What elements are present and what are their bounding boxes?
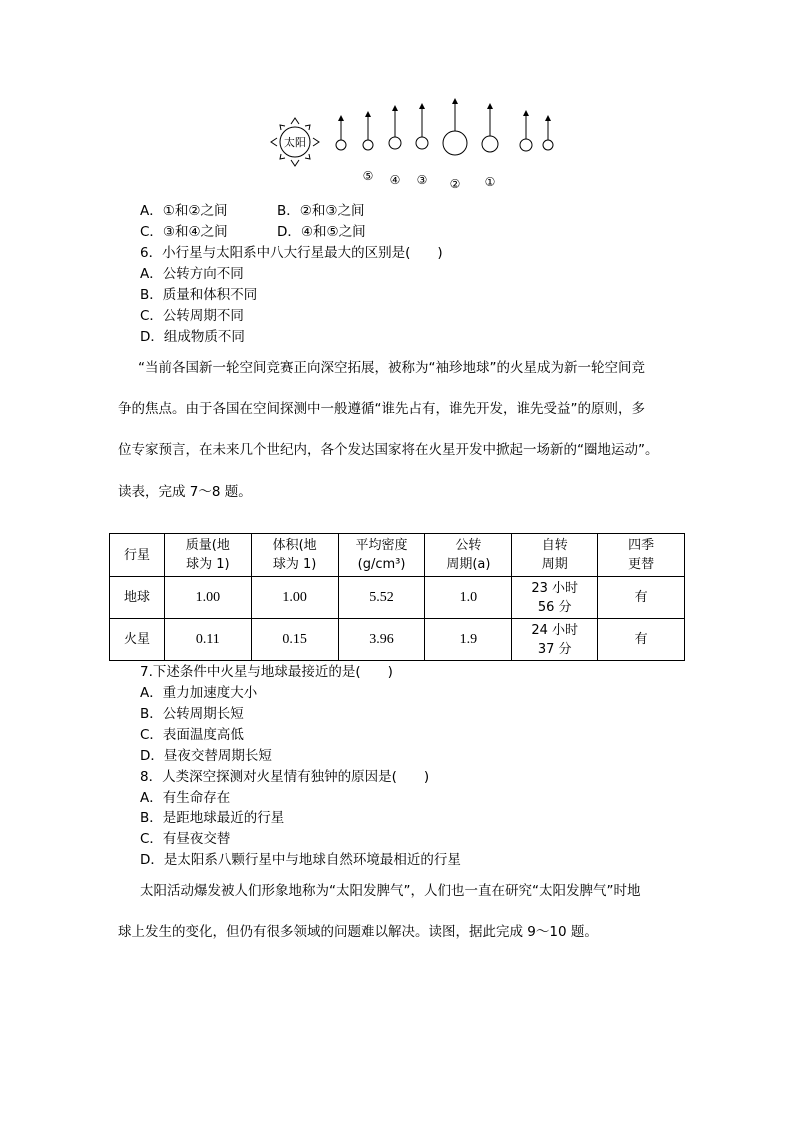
sun-label: 太阳: [284, 136, 306, 149]
q5-option-c: C．③和④之间: [140, 224, 228, 240]
passage1-line-4: 读表，完成 7～8 题。: [118, 484, 252, 500]
cell-seasons: 有: [598, 577, 685, 619]
q7-option-c: C．表面温度高低: [140, 727, 244, 743]
cell-orbit-period: 1.0: [425, 577, 512, 619]
q6-option-b: B．质量和体积不同: [140, 287, 258, 303]
planet-uranus: [520, 113, 532, 151]
q6-option-a: A．公转方向不同: [140, 266, 244, 282]
planet-neptune: [543, 118, 553, 150]
marker-3: ③: [416, 173, 428, 187]
planet-earth: [389, 108, 401, 149]
cell-seasons: 有: [598, 619, 685, 661]
q7-option-a: A．重力加速度大小: [140, 685, 258, 701]
planet-venus: [363, 114, 373, 150]
planet-comparison-table: [109, 533, 685, 661]
header-planet: 行星: [110, 534, 165, 577]
q7-option-b: B．公转周期长短: [140, 706, 244, 722]
cell-orbit-period: 1.9: [425, 619, 512, 661]
table-row: [110, 577, 685, 619]
passage1-line-3: 位专家预言，在未来几个世纪内，各个发达国家将在火星开发中掀起一场新的“圈地运动”。: [118, 442, 659, 458]
cell-rotation-period: 24 小时 37 分: [512, 619, 598, 661]
passage1-line-1: “当前各国新一轮空间竞赛正向深空拓展，被称为“袖珍地球”的火星成为新一轮空间竞: [138, 360, 645, 376]
marker-1: ①: [484, 175, 496, 189]
solar-system-diagram: [265, 96, 565, 196]
q6-stem: 6．小行星与太阳系中八大行星最大的区别是( ): [140, 245, 443, 261]
cell-density: 3.96: [338, 619, 425, 661]
q8-option-d: D．是太阳系八颗行星中与地球自然环境最相近的行星: [140, 852, 461, 868]
header-seasons: 四季 更替: [598, 534, 685, 577]
cell-planet: 火星: [110, 619, 165, 661]
q5-option-a: A．①和②之间: [140, 203, 228, 219]
marker-5: ⑤: [362, 169, 374, 183]
q7-stem: 7.下述条件中火星与地球最接近的是( ): [140, 664, 393, 680]
passage2-line-1: 太阳活动爆发被人们形象地称为“太阳发脾气”，人们也一直在研究“太阳发脾气”时地: [140, 883, 641, 899]
planet-jupiter: [443, 101, 467, 155]
passage2-line-2: 球上发生的变化，但仍有很多领域的问题难以解决。读图，据此完成 9～10 题。: [118, 924, 598, 940]
passage1-line-2: 争的焦点。由于各国在空间探测中一般遵循“谁先占有，谁先开发，谁先受益”的原则，多: [118, 401, 645, 417]
q6-option-c: C．公转周期不同: [140, 308, 244, 324]
cell-density: 5.52: [338, 577, 425, 619]
sun-icon: [271, 118, 319, 166]
cell-planet: 地球: [110, 577, 165, 619]
q8-option-a: A．有生命存在: [140, 790, 231, 806]
header-density: 平均密度 (g/cm³): [338, 534, 425, 577]
cell-volume: 0.15: [251, 619, 338, 661]
q7-option-d: D．昼夜交替周期长短: [140, 748, 272, 764]
header-orbit-period: 公转 周期(a): [425, 534, 512, 577]
header-mass: 质量(地 球为 1): [164, 534, 251, 577]
planet-mercury: [336, 118, 346, 150]
q5-option-d: D．④和⑤之间: [277, 224, 366, 240]
cell-mass: 0.11: [164, 619, 251, 661]
cell-volume: 1.00: [251, 577, 338, 619]
header-rotation-period: 自转 周期: [512, 534, 598, 577]
header-volume: 体积(地 球为 1): [251, 534, 338, 577]
table-header-row: [110, 534, 685, 577]
marker-4: ④: [389, 173, 401, 187]
planet-mars: [416, 106, 428, 149]
q6-option-d: D．组成物质不同: [140, 329, 245, 345]
marker-2: ②: [449, 177, 461, 191]
cell-mass: 1.00: [164, 577, 251, 619]
q8-stem: 8．人类深空探测对火星情有独钟的原因是( ): [140, 769, 430, 785]
q8-option-b: B．是距地球最近的行星: [140, 810, 285, 826]
q5-option-b: B．②和③之间: [277, 203, 365, 219]
table-row: [110, 619, 685, 661]
planet-saturn: [482, 106, 498, 152]
cell-rotation-period: 23 小时 56 分: [512, 577, 598, 619]
q8-option-c: C．有昼夜交替: [140, 831, 231, 847]
